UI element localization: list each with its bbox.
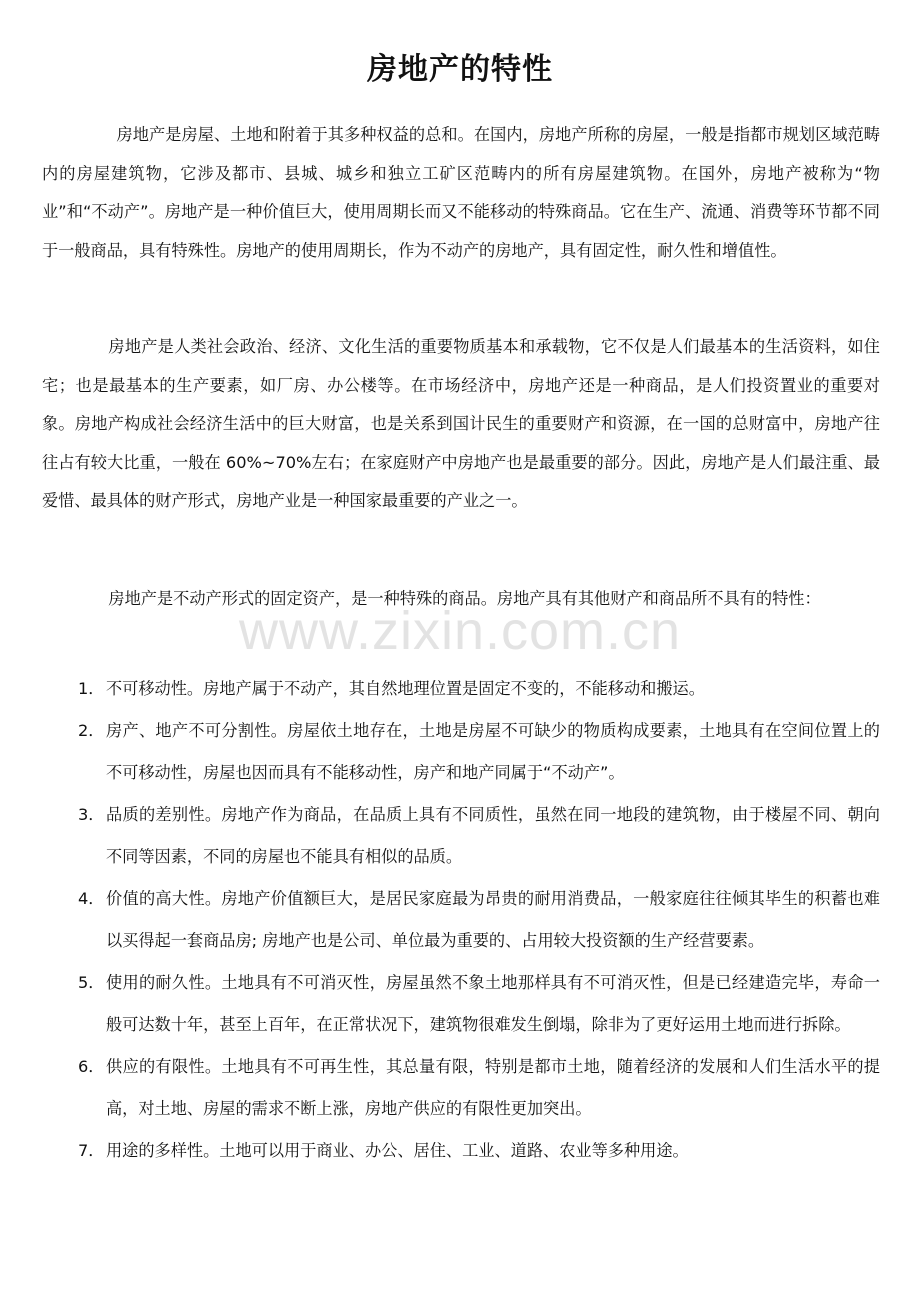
list-item-text: 用途的多样性。土地可以用于商业、办公、居住、工业、道路、农业等多种用途。: [106, 1141, 689, 1160]
list-item-text: 品质的差别性。房地产作为商品，在品质上具有不同质性，虽然在同一地段的建筑物，由于楼屋不同、朝向不同等因素，不同的房屋也不能具有相似的品质。: [106, 805, 880, 866]
list-number: 3．: [78, 805, 105, 824]
paragraph-importance: 房地产是人类社会政治、经济、文化生活的重要物质基本和承载物，它不仅是人们最基本的生活资料，如住宅；也是最基本的生产要素，如厂房、办公楼等。在市场经济中，房地产还是一种商品，是人们投资置业的重要对象。房地产构成社会经济生活中的巨大财富，也是关系到国计民生的重要财产和资源，在一国的总财富中，房地产往往占有较大比重，一般在 60%~70%左右；在家庭财产中房地产也是最重要的部分。因此，房地产是人们最注重、最爱惜、最具体的财产形式，房地产业是一种国家最重要的产业之一。: [42, 337, 880, 510]
list-item: [0, 1130, 880, 1172]
list-item: [0, 1046, 880, 1130]
list-item-text: 价值的高大性。房地产价值额巨大，是居民家庭最为昂贵的耐用消费品，一般家庭往往倾其毕生的积蓄也难以买得起一套商品房; 房地产也是公司、单位最为重要的、占用较大投资额的生产经营要素。: [106, 889, 880, 950]
list-number: 2．: [78, 721, 105, 740]
list-item-text: 供应的有限性。土地具有不可再生性，其总量有限，特别是都市土地，随着经济的发展和人们生活水平的提高，对土地、房屋的需求不断上涨，房地产供应的有限性更加突出。: [106, 1057, 880, 1118]
list-item-text: 房产、地产不可分割性。房屋依土地存在，土地是房屋不可缺少的物质构成要素，土地具有在空间位置上的不可移动性，房屋也因而具有不能移动性，房产和地产同属于“不动产”。: [106, 721, 880, 782]
list-item: [0, 878, 880, 962]
list-item-text: 使用的耐久性。土地具有不可消灭性，房屋虽然不象土地那样具有不可消灭性，但是已经建造完毕，寿命一般可达数十年，甚至上百年，在正常状况下，建筑物很难发生倒塌，除非为了更好运用土地而进行拆除。: [106, 973, 880, 1034]
list-number: 5．: [78, 973, 105, 992]
list-number: 4．: [78, 889, 105, 908]
list-item: [0, 668, 880, 710]
list-number: 1．: [78, 679, 105, 698]
list-item: [0, 710, 880, 794]
list-number: 7．: [78, 1141, 105, 1160]
watermark: www.zixin.com.cn: [238, 601, 682, 661]
list-number: 6．: [78, 1057, 105, 1076]
characteristics-list: [0, 668, 920, 1172]
paragraph-intro: 房地产是房屋、土地和附着于其多种权益的总和。在国内，房地产所称的房屋，一般是指都市规划区域范畴内的房屋建筑物，它涉及都市、县城、城乡和独立工矿区范畴内的所有房屋建筑物。在国外，房地产被称为“物业”和“不动产”。房地产是一种价值巨大，使用周期长而又不能移动的特殊商品。它在生产、流通、消费等环节都不同于一般商品，具有特殊性。房地产的使用周期长，作为不动产的房地产，具有固定性，耐久性和增值性。: [42, 125, 880, 260]
list-item: [0, 794, 880, 878]
paragraph-characteristics-intro: 房地产是不动产形式的固定资产，是一种特殊的商品。房地产具有其他财产和商品所不具有的特性：: [108, 589, 821, 608]
list-item-text: 不可移动性。房地产属于不动产，其自然地理位置是固定不变的，不能移动和搬运。: [106, 679, 705, 698]
list-item: [0, 962, 880, 1046]
page-title: 房地产的特性: [367, 52, 553, 87]
